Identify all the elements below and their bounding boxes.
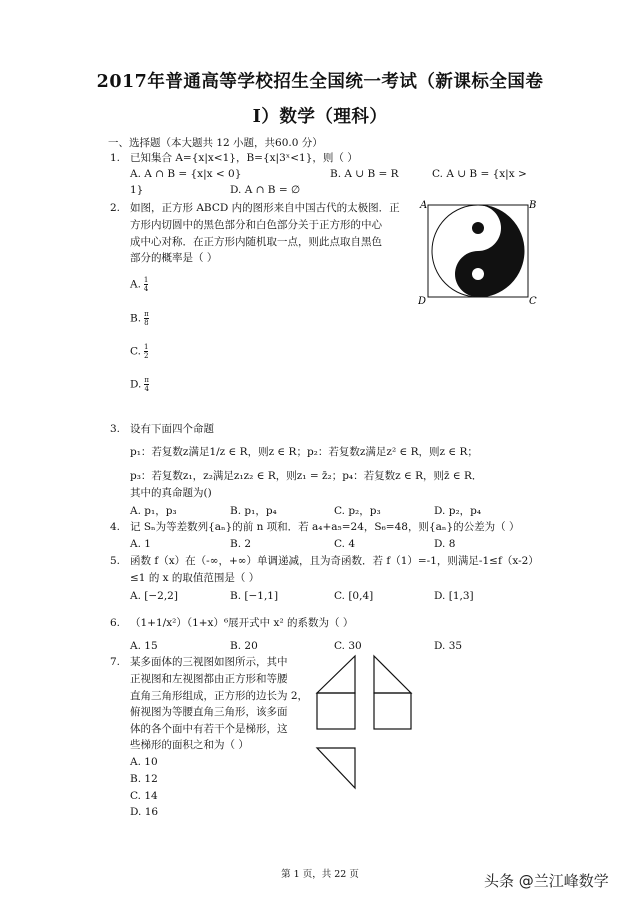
watermark: 头条 @兰江峰数学 <box>484 872 609 890</box>
q2-option-c: C. $\frac{1}{2}$ <box>130 343 149 360</box>
corner-label-d: D <box>418 296 427 306</box>
q6-stem: （1+1/x²）（1+x）⁶展开式中 x² 的系数为（ ） <box>130 617 354 629</box>
q3-option-c: C. p₂，p₃ <box>334 505 381 517</box>
q5-stem-line2: ≤1 的 x 的取值范围是（ ） <box>130 572 260 584</box>
q7-stem-line3: 直角三角形组成，正方形的边长为 2， <box>130 690 309 702</box>
page-footer: 第 1 页，共 22 页 <box>281 869 359 880</box>
q4-option-a: A. 1 <box>130 538 151 550</box>
q6-number: 6. <box>110 617 121 629</box>
top-view <box>317 748 355 788</box>
q5-option-a: A. [−2,2] <box>130 590 178 602</box>
exam-title-line1: 2017年普通高等学校招生全国统一考试（新课标全国卷 <box>96 72 544 92</box>
taiji-square-figure <box>418 196 538 306</box>
three-view-figure <box>314 648 420 798</box>
q3-number: 3. <box>110 423 121 435</box>
q1-option-c: C. A ∪ B = {x|x > <box>432 168 527 180</box>
q3-stem-line3: p₃：若复数z₁，z₂满足z₁z₂ ∈ R，则z₁ = z̄₂；p₄：若复数z ∈ R，则z̄ ∈ R． <box>130 470 483 482</box>
q5-stem-line1: 函数 f（x）在（-∞，+∞）单调递减，且为奇函数．若 f（1）=-1，则满足-1≤f（x-2） <box>130 555 539 567</box>
q5-number: 5. <box>110 555 121 567</box>
q7-stem-line5: 体的各个面中有若干个是梯形，这 <box>130 723 288 735</box>
q7-stem-line4: 俯视图为等腰直角三角形，该多面 <box>130 706 288 718</box>
exam-title-line2: Ⅰ）数学（理科） <box>252 107 388 127</box>
q7-number: 7. <box>110 656 121 668</box>
q3-stem-line2: p₁：若复数z满足1/z ∈ R，则z ∈ R；p₂：若复数z满足z² ∈ R，则z ∈ R； <box>130 446 478 458</box>
q4-stem: 记 Sₙ为等差数列{aₙ}的前 n 项和．若 a₄+a₅=24，S₆=48，则{aₙ}的公差为（ ） <box>130 521 520 533</box>
q3-option-a: A. p₁，p₃ <box>130 505 177 517</box>
q6-option-d: D. 35 <box>434 640 463 652</box>
q2-option-d: D. $\frac{\pi}{4}$ <box>130 376 149 393</box>
q5-option-c: C. [0,4] <box>334 590 374 602</box>
q7-option-a: A. 10 <box>130 756 158 768</box>
q7-option-b: B. 12 <box>130 773 158 785</box>
q4-number: 4. <box>110 521 121 533</box>
corner-label-b: B <box>529 200 537 211</box>
corner-label-a: A <box>420 200 428 211</box>
q2-stem-line2: 方形内切圆中的黑色部分和白色部分关于正方形的中心 <box>130 219 382 231</box>
section-heading: 一、选择题（本大题共 12 小题，共60.0 分） <box>108 137 323 149</box>
q7-stem-line2: 正视图和左视图都由正方形和等腰 <box>130 673 288 685</box>
q6-option-c: C. 30 <box>334 640 362 652</box>
q4-option-c: C. 4 <box>334 538 356 550</box>
taiji-circle <box>432 205 524 297</box>
q3-stem-line4: 其中的真命题为() <box>130 487 212 499</box>
q7-option-d: D. 16 <box>130 806 159 818</box>
q1-option-b: B. A ∪ B = R <box>330 168 399 180</box>
q7-stem-line6: 些梯形的面积之和为（ ） <box>130 739 249 751</box>
q1-stem: 已知集合 A={x|x<1}，B={x|3ˣ<1}，则（ ） <box>130 152 358 164</box>
q4-option-d: D. 8 <box>434 538 456 550</box>
q1-option-a: A. A ∩ B = {x|x < 0} <box>130 168 242 180</box>
q2-stem-line4: 部分的概率是（ ） <box>130 252 218 264</box>
q1-number: 1. <box>110 152 121 164</box>
corner-label-c: C <box>529 296 537 306</box>
q1-option-c-continued: 1} <box>130 184 144 196</box>
q5-option-b: B. [−1,1] <box>230 590 279 602</box>
q2-option-a: A. $\frac{1}{4}$ <box>130 276 149 293</box>
q2-number: 2. <box>110 202 121 214</box>
q5-option-d: D. [1,3] <box>434 590 474 602</box>
q2-stem-line3: 成中心对称．在正方形内随机取一点，则此点取自黑色 <box>130 236 382 248</box>
q3-option-b: B. p₁，p₄ <box>230 505 277 517</box>
front-view <box>317 656 355 729</box>
q6-option-b: B. 20 <box>230 640 258 652</box>
q4-option-b: B. 2 <box>230 538 252 550</box>
q3-option-d: D. p₂，p₄ <box>434 505 482 517</box>
q7-option-c: C. 14 <box>130 790 158 802</box>
side-view <box>374 656 411 729</box>
q1-option-d: D. A ∩ B = ∅ <box>230 184 301 196</box>
q7-stem-line1: 某多面体的三视图如图所示，其中 <box>130 656 288 668</box>
q2-stem-line1: 如图，正方形 ABCD 内的图形来自中国古代的太极图．正 <box>130 202 400 214</box>
q3-stem-line1: 设有下面四个命题 <box>130 423 214 435</box>
q6-option-a: A. 15 <box>130 640 158 652</box>
q2-option-b: B. $\frac{\pi}{8}$ <box>130 310 149 327</box>
